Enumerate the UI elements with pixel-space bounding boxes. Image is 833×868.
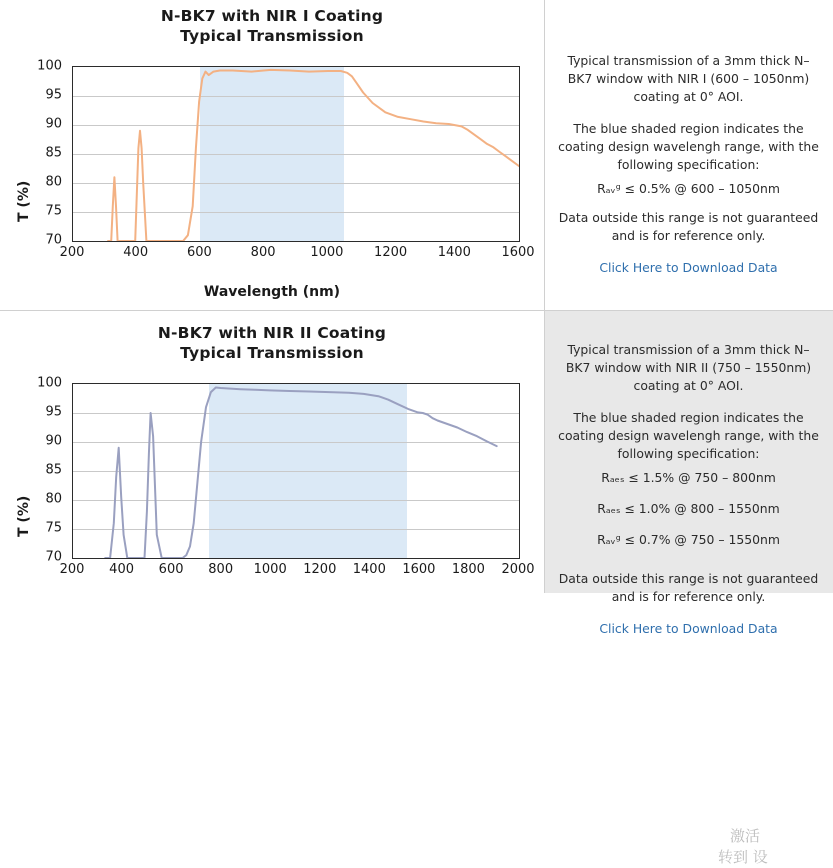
- x-tick: 800: [250, 245, 276, 260]
- plot-nir-ii: [0, 369, 544, 593]
- chart-cell-nir-i: [0, 0, 544, 310]
- x-tick: 1800: [451, 562, 485, 577]
- chart-title-line2: Typical Transmission: [180, 344, 364, 362]
- x-tick: 1400: [352, 562, 386, 577]
- chart-title-line2: Typical Transmission: [180, 27, 364, 45]
- x-tick: 200: [59, 562, 85, 577]
- description-paragraph-1: Typical transmission of a 3mm thick N–BK7 window with NIR I (600 – 1050nm) coating at 0° AOI.: [567, 53, 810, 104]
- download-data-link[interactable]: Click Here to Download Data: [599, 621, 778, 636]
- x-tick: 600: [158, 562, 184, 577]
- watermark-line1: 激活: [730, 827, 761, 845]
- panel-divider-vertical-top: [544, 0, 545, 310]
- chart-title-line1: N-BK7 with NIR II Coating: [157, 324, 387, 342]
- spec-line: Rₐₑₛ ≤ 1.5% @ 750 – 800nm: [601, 470, 776, 485]
- plot-nir-i: [0, 52, 544, 302]
- x-tick: 1000: [253, 562, 287, 577]
- y-tick: 70: [45, 549, 62, 565]
- x-tick: 1600: [402, 562, 436, 577]
- y-tick: 80: [45, 491, 62, 507]
- description-nir-ii: [558, 341, 819, 638]
- description-paragraph-1: Typical transmission of a 3mm thick N–BK7 window with NIR II (750 – 1550nm) coating at 0° AOI.: [565, 342, 812, 393]
- panel-nir-i: [0, 0, 833, 310]
- x-tick: 1200: [374, 245, 408, 260]
- y-tick: 95: [45, 87, 62, 103]
- y-tick: 100: [37, 375, 62, 391]
- y-tick: 75: [45, 203, 62, 219]
- chart-title-line1: N-BK7 with NIR I Coating: [160, 7, 384, 25]
- download-data-link[interactable]: Click Here to Download Data: [599, 260, 778, 275]
- chart-cell-nir-ii: [0, 311, 544, 593]
- panel-nir-ii: [0, 311, 833, 866]
- y-tick: 95: [45, 404, 62, 420]
- x-tick: 1600: [501, 245, 535, 260]
- chart-title-nir-ii: [0, 323, 544, 363]
- x-tick: 800: [208, 562, 234, 577]
- plot-frame-nir-i: [72, 66, 520, 242]
- x-tick: 2000: [501, 562, 535, 577]
- plot-frame-nir-ii: [72, 383, 520, 559]
- description-paragraph-2: The blue shaded region indicates the coating design wavelengh range, with the following specification:: [558, 410, 819, 461]
- description-paragraph-3: Data outside this range is not guaranteed and is for reference only.: [558, 210, 819, 243]
- x-tick: 1000: [310, 245, 344, 260]
- x-tick: 600: [186, 245, 212, 260]
- x-tick: 400: [123, 245, 149, 260]
- x-axis-label: Wavelength (nm): [203, 284, 341, 300]
- description-paragraph-2: The blue shaded region indicates the coating design wavelengh range, with the following specification:: [558, 121, 819, 172]
- x-tick: 200: [59, 245, 85, 260]
- spec-line: Rₐᵥᵍ ≤ 0.5% @ 600 – 1050nm: [597, 181, 780, 196]
- x-tick: 1200: [303, 562, 337, 577]
- transmission-curve-nir-i: [73, 67, 519, 241]
- panel-divider-horizontal: [0, 310, 833, 311]
- panel-divider-vertical-bottom: [544, 311, 545, 593]
- y-axis-label: T (%): [16, 180, 32, 222]
- spec-line: Rₐₑₛ ≤ 1.0% @ 800 – 1550nm: [597, 501, 780, 516]
- x-tick: 1400: [437, 245, 471, 260]
- chart-title-nir-i: [0, 6, 544, 46]
- watermark-line2: 转到 设: [718, 848, 768, 866]
- description-paragraph-3: Data outside this range is not guaranteed and is for reference only.: [558, 571, 819, 604]
- y-tick: 75: [45, 520, 62, 536]
- description-cell-nir-i: [544, 0, 833, 310]
- y-tick: 85: [45, 145, 62, 161]
- description-nir-i: [558, 52, 819, 277]
- y-tick: 80: [45, 174, 62, 190]
- y-axis-label: T (%): [16, 495, 32, 537]
- x-tick: 400: [109, 562, 135, 577]
- transmission-curve-nir-ii: [73, 384, 519, 558]
- description-cell-nir-ii: [544, 311, 833, 866]
- y-tick: 85: [45, 462, 62, 478]
- y-tick: 70: [45, 232, 62, 248]
- spec-line: Rₐᵥᵍ ≤ 0.7% @ 750 – 1550nm: [597, 532, 780, 547]
- y-tick: 90: [45, 116, 62, 132]
- y-tick: 90: [45, 433, 62, 449]
- y-tick: 100: [37, 58, 62, 74]
